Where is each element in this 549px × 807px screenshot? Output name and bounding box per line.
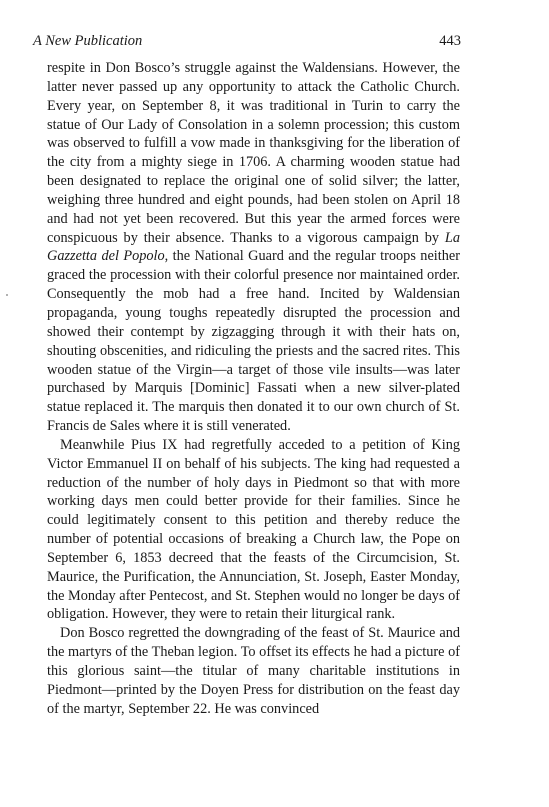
body-text xyxy=(47,59,460,719)
paragraph-1 xyxy=(47,59,460,436)
paragraph-1-text-b: , the National Guard and the regular troops neither graced the procession with their colorful presence nor maintained order. Consequently the mob had a free hand. Incited by Waldensian propaganda, young toughs repeatedly disrupted the procession and showed their contempt by zigzagging through it with their hats on, shouting obscenities, and ridiculing the priests and the sacred rites. This wooden statue of the Virgin—a target of those vile insults—was later purchased by Marquis [Dominic] Fassati when a new silver-plated statue replaced it. The marquis then donated it to our own church of St. Francis de Sales where it is still venerated. xyxy=(47,248,460,435)
running-title: A New Publication xyxy=(33,33,143,49)
running-head xyxy=(33,33,461,53)
page-number: 443 xyxy=(439,33,461,49)
paragraph-2: Meanwhile Pius IX had regretfully acceded to a petition of King Victor Emmanuel II on behalf of his subjects. The king had requested a reduction of the number of holy days in Piedmont so that with more working days men could better provide for their families. Since he could legitimately consent to this petition and thereby reduce the number of potential occasions of breaking a Church law, the Pope on September 6, 1853 decreed that the feasts of the Circumcision, St. Maurice, the Purification, the Annunciation, St. Joseph, Easter Monday, the Monday after Pentecost, and St. Stephen would no longer be days of obligation. However, they were to retain their liturgical rank. xyxy=(47,436,460,623)
paragraph-3: Don Bosco regretted the downgrading of the feast of St. Maurice and the martyrs of the Theban legion. To offset its effects he had a picture of this glorious saint—the titular of many charitable institutions in Piedmont—printed by the Doyen Press for distribution on the feast day of the martyr, September 22. He was convinced xyxy=(47,625,460,717)
paragraph-1-text-a: respite in Don Bosco’s struggle against the Waldensians. However, the latter never passed up any opportunity to attack the Catholic Church. Every year, on September 8, it was traditional in Turin to carry the statue of Our Lady of Consolation in a solemn procession; this custom was observed to fulfill a vow made in thanksgiving for the liberation of the city from a mighty siege in 1706. A charming wooden statue had been designated to replace the original one of solid silver; the latter, weighing three hundred and eight pounds, had been stolen on April 18 and had not yet been recovered. But this year the armed forces were conspicuous by their absence. Thanks to a vigorous campaign by xyxy=(47,60,460,246)
newspaper-title: La Gazzetta del Popolo xyxy=(47,229,460,265)
scan-speck xyxy=(6,294,8,296)
